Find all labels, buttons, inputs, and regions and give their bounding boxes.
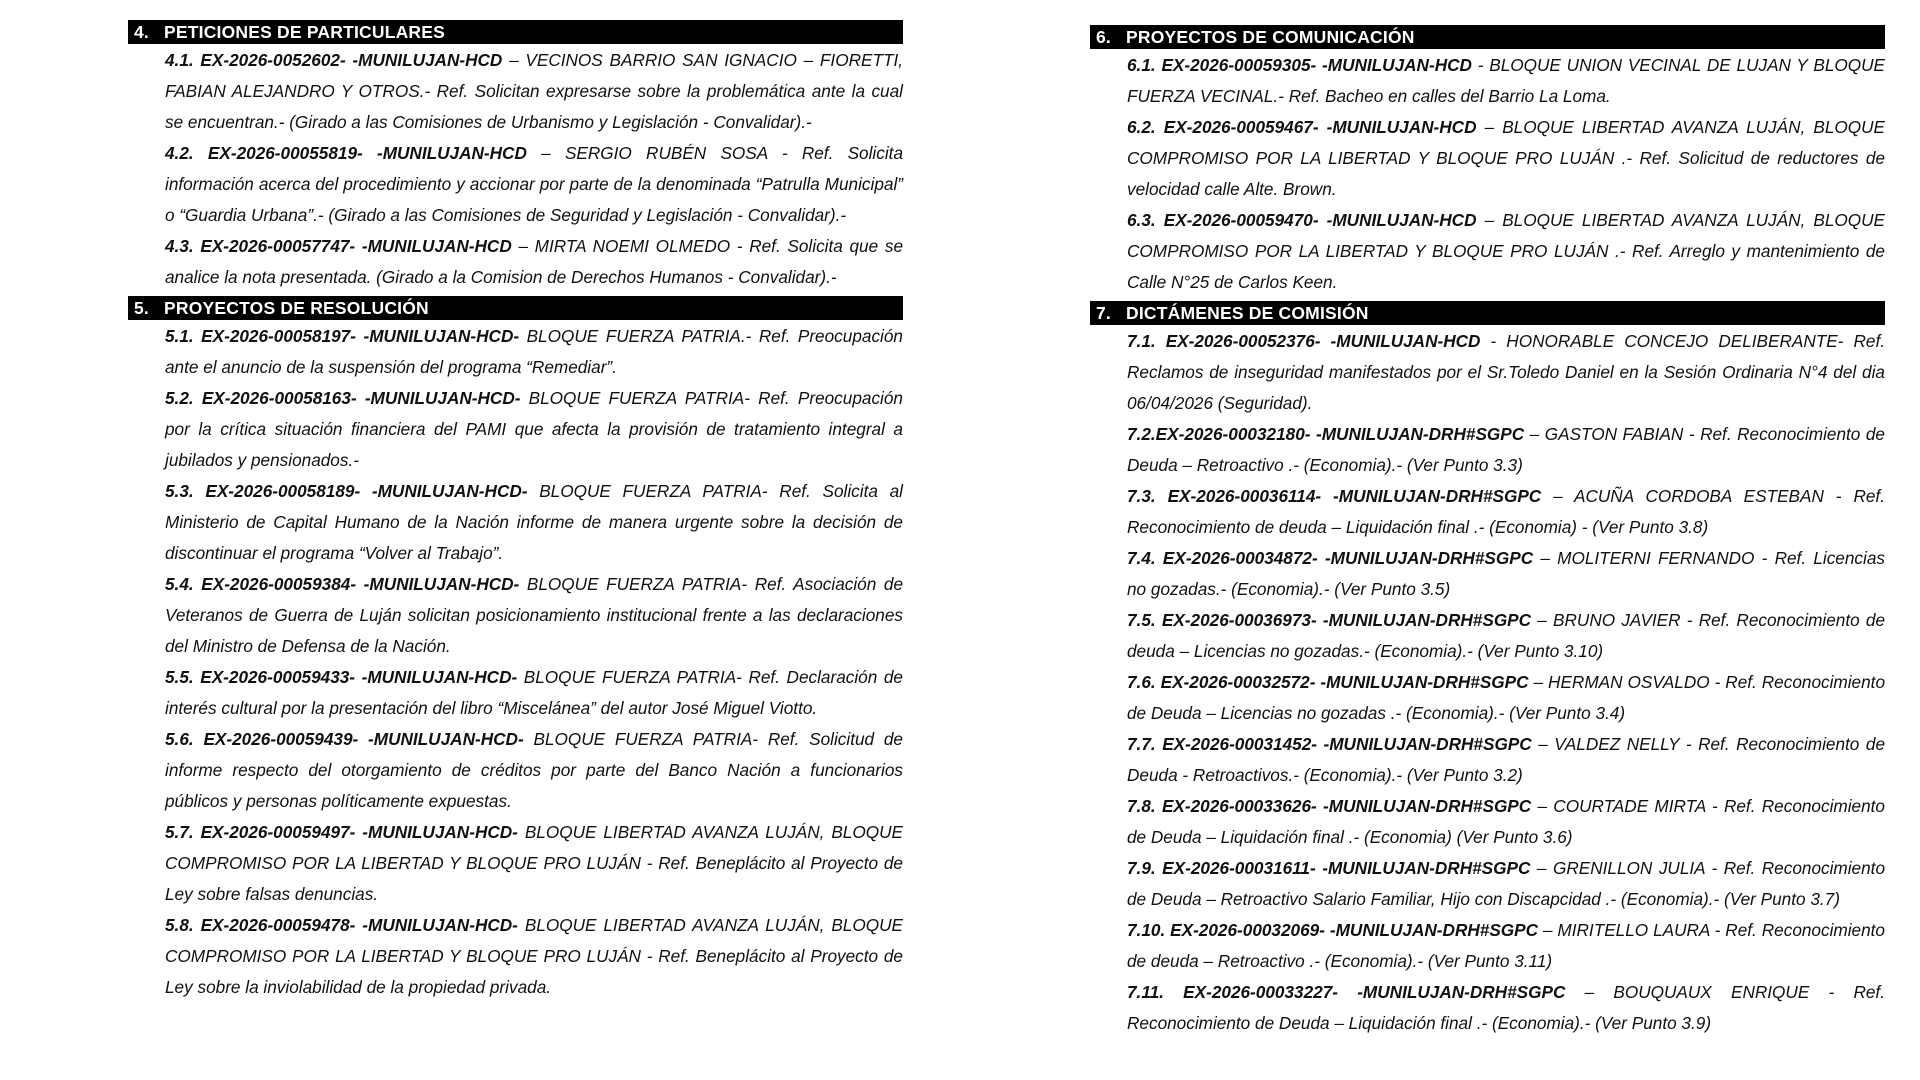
item-code: 5.2. EX-2026-00058163- -MUNILUJAN-HCD- [165, 388, 521, 408]
list-item [165, 662, 903, 724]
item-text: BLOQUE FUERZA PATRIA- Ref. Preocupación por la crítica situación financiera del PAMI que afecta la provisión de tratamiento integral a jubilados y pensionados.- [165, 388, 903, 470]
item-code: 7.8. EX-2026-00033626- -MUNILUJAN-DRH#SGPC [1127, 796, 1532, 816]
list-item [165, 476, 903, 569]
section-header-7 [1090, 301, 1885, 325]
list-item [165, 138, 903, 231]
item-code: 7.9. EX-2026-00031611- -MUNILUJAN-DRH#SGPC [1127, 858, 1531, 878]
item-text: BLOQUE FUERZA PATRIA- Ref. Declaración de interés cultural por la presentación del libro “Miscelánea” del autor José Miguel Viotto. [165, 667, 903, 718]
list-item [165, 724, 903, 817]
item-text: - HONORABLE CONCEJO DELIBERANTE- Ref. Reclamos de inseguridad manifestados por el Sr.Toledo Daniel en la Sesión Ordinaria N°4 del dia 06/04/2026 (Seguridad). [1127, 331, 1886, 413]
item-text: – BLOQUE LIBERTAD AVANZA LUJÁN, BLOQUE COMPROMISO POR LA LIBERTAD Y BLOQUE PRO LUJÁN .- Ref. Arreglo y mantenimiento de Calle N°25 de Carlos Keen. [1127, 210, 1886, 292]
list-item [165, 910, 903, 1003]
item-text: – VALDEZ NELLY - Ref. Reconocimiento de Deuda - Retroactivos.- (Economia).- (Ver Punto 3.2) [1127, 734, 1886, 785]
list-item [1127, 205, 1885, 298]
item-code: 5.3. EX-2026-00058189- -MUNILUJAN-HCD- [165, 481, 528, 501]
item-code: 5.4. EX-2026-00059384- -MUNILUJAN-HCD- [165, 574, 520, 594]
item-code: 7.4. EX-2026-00034872- -MUNILUJAN-DRH#SGPC [1127, 548, 1534, 568]
item-text: – GRENILLON JULIA - Ref. Reconocimiento de Deuda – Retroactivo Salario Familiar, Hijo con Discapcidad .- (Economia).- (Ver Punto 3.7) [1127, 858, 1885, 909]
item-text: – BLOQUE LIBERTAD AVANZA LUJÁN, BLOQUE COMPROMISO POR LA LIBERTAD Y BLOQUE PRO LUJÁN .- Ref. Solicitud de reductores de velocidad calle Alte. Brown. [1127, 117, 1886, 199]
section-title: PROYECTOS DE COMUNICACIÓN [1126, 27, 1415, 47]
item-text: – GASTON FABIAN - Ref. Reconocimiento de Deuda – Retroactivo .- (Economia).- (Ver Punto 3.3) [1127, 424, 1885, 475]
section-header-6 [1090, 25, 1885, 49]
list-item [1127, 729, 1885, 791]
item-text: BLOQUE LIBERTAD AVANZA LUJÁN, BLOQUE COMPROMISO POR LA LIBERTAD Y BLOQUE PRO LUJÁN - Ref. Beneplácito al Proyecto de Ley sobre la inviolabilidad de la propiedad privada. [165, 915, 903, 997]
item-code: 7.3. EX-2026-00036114- -MUNILUJAN-DRH#SGPC [1127, 486, 1542, 506]
section-header-5 [128, 296, 903, 320]
section-header-4 [128, 20, 903, 44]
list-item [1127, 915, 1885, 977]
item-code: 7.6. EX-2026-00032572- -MUNILUJAN-DRH#SGPC [1127, 672, 1529, 692]
list-item [1127, 605, 1885, 667]
list-item [1127, 543, 1885, 605]
item-code: 4.2. EX-2026-00055819- -MUNILUJAN-HCD [165, 143, 527, 163]
item-text: – SERGIO RUBÉN SOSA - Ref. Solicita información acerca del procedimiento y accionar por parte de la denominada “Patrulla Municipal” o “Guardia Urbana”.- (Girado a las Comisiones de Seguridad y Legislación - Convalidar).- [165, 143, 903, 225]
item-code: 7.5. EX-2026-00036973- -MUNILUJAN-DRH#SGPC [1127, 610, 1532, 630]
section-number: 7. [1096, 303, 1111, 323]
list-item [1127, 977, 1885, 1039]
item-code: 7.11. EX-2026-00033227- -MUNILUJAN-DRH#SGPC [1127, 982, 1566, 1002]
item-code: 7.1. EX-2026-00052376- -MUNILUJAN-HCD [1127, 331, 1481, 351]
section-number: 6. [1096, 27, 1111, 47]
item-text: – MIRITELLO LAURA - Ref. Reconocimiento de deuda – Retroactivo .- (Economia).- (Ver Punto 3.11) [1127, 920, 1885, 971]
list-item [165, 321, 903, 383]
item-text: – ACUÑA CORDOBA ESTEBAN - Ref. Reconocimiento de deuda – Liquidación final .- (Economia) - (Ver Punto 3.8) [1127, 486, 1885, 537]
item-code: 5.8. EX-2026-00059478- -MUNILUJAN-HCD- [165, 915, 518, 935]
item-text: BLOQUE FUERZA PATRIA- Ref. Solicitud de informe respecto del otorgamiento de créditos por parte del Banco Nación a funcionarios públicos y personas políticamente expuestas. [165, 729, 903, 811]
item-code: 4.1. EX-2026-0052602- -MUNILUJAN-HCD [165, 50, 503, 70]
section-items-5 [128, 321, 903, 1003]
item-code: 5.1. EX-2026-00058197- -MUNILUJAN-HCD- [165, 326, 520, 346]
left-column [128, 20, 903, 1003]
section-items-7 [1090, 326, 1885, 1039]
list-item [1127, 667, 1885, 729]
item-code: 6.1. EX-2026-00059305- -MUNILUJAN-HCD [1127, 55, 1472, 75]
section-number: 5. [134, 298, 149, 318]
item-code: 7.10. EX-2026-00032069- -MUNILUJAN-DRH#SGPC [1127, 920, 1539, 940]
list-item [1127, 791, 1885, 853]
item-code: 7.2.EX-2026-00032180- -MUNILUJAN-DRH#SGPC [1127, 424, 1525, 444]
section-title: PROYECTOS DE RESOLUCIÓN [164, 298, 429, 318]
item-text: – COURTADE MIRTA - Ref. Reconocimiento de Deuda – Liquidación final .- (Economia) (Ver Punto 3.6) [1127, 796, 1885, 847]
item-text: – HERMAN OSVALDO - Ref. Reconocimiento de Deuda – Licencias no gozadas .- (Economia).- (Ver Punto 3.4) [1127, 672, 1886, 723]
list-item [1127, 50, 1885, 112]
list-item [1127, 853, 1885, 915]
list-item [1127, 419, 1885, 481]
item-text: BLOQUE FUERZA PATRIA.- Ref. Preocupación ante el anuncio de la suspensión del programa “Remediar”. [165, 326, 903, 377]
item-text: – MOLITERNI FERNANDO - Ref. Licencias no gozadas.- (Economia).- (Ver Punto 3.5) [1127, 548, 1885, 599]
item-text: BLOQUE FUERZA PATRIA- Ref. Asociación de Veteranos de Guerra de Luján solicitan posicionamiento institucional frente a las declaraciones del Ministro de Defensa de la Nación. [165, 574, 903, 656]
item-text: BLOQUE LIBERTAD AVANZA LUJÁN, BLOQUE COMPROMISO POR LA LIBERTAD Y BLOQUE PRO LUJÁN - Ref. Beneplácito al Proyecto de Ley sobre falsas denuncias. [165, 822, 903, 904]
section-number: 4. [134, 22, 149, 42]
list-item [165, 569, 903, 662]
item-text: - BLOQUE UNION VECINAL DE LUJAN Y BLOQUE FUERZA VECINAL.- Ref. Bacheo en calles del Barrio La Loma. [1127, 55, 1885, 106]
section-items-6 [1090, 50, 1885, 298]
item-code: 7.7. EX-2026-00031452- -MUNILUJAN-DRH#SGPC [1127, 734, 1532, 754]
list-item [165, 817, 903, 910]
list-item [1127, 326, 1885, 419]
item-text: BLOQUE FUERZA PATRIA- Ref. Solicita al Ministerio de Capital Humano de la Nación informe de manera urgente sobre la decisión de discontinuar el programa “Volver al Trabajo”. [165, 481, 903, 563]
list-item [1127, 481, 1885, 543]
list-item [165, 383, 903, 476]
right-column [1090, 25, 1885, 1039]
item-code: 5.6. EX-2026-00059439- -MUNILUJAN-HCD- [165, 729, 524, 749]
list-item [1127, 112, 1885, 205]
section-title: PETICIONES DE PARTICULARES [164, 22, 446, 42]
list-item [165, 45, 903, 138]
item-code: 6.3. EX-2026-00059470- -MUNILUJAN-HCD [1127, 210, 1477, 230]
item-text: – MIRTA NOEMI OLMEDO - Ref. Solicita que se analice la nota presentada. (Girado a la Comision de Derechos Humanos - Convalidar).- [165, 236, 904, 287]
item-text: – VECINOS BARRIO SAN IGNACIO – FIORETTI, FABIAN ALEJANDRO Y OTROS.- Ref. Solicitan expresarse sobre la problemática ante la cual se encuentran.- (Girado a las Comisiones de Urbanismo y Legislación - Convalidar).- [165, 50, 903, 132]
item-text: – BOUQUAUX ENRIQUE - Ref. Reconocimiento de Deuda – Liquidación final .- (Economia).- (Ver Punto 3.9) [1127, 982, 1885, 1033]
list-item [165, 231, 903, 293]
item-code: 6.2. EX-2026-00059467- -MUNILUJAN-HCD [1127, 117, 1477, 137]
section-items-4 [128, 45, 903, 293]
item-code: 4.3. EX-2026-00057747- -MUNILUJAN-HCD [165, 236, 512, 256]
item-code: 5.5. EX-2026-00059433- -MUNILUJAN-HCD- [165, 667, 518, 687]
item-text: – BRUNO JAVIER - Ref. Reconocimiento de deuda – Licencias no gozadas.- (Economia).- (Ver Punto 3.10) [1127, 610, 1886, 661]
section-title: DICTÁMENES DE COMISIÓN [1126, 303, 1369, 323]
item-code: 5.7. EX-2026-00059497- -MUNILUJAN-HCD- [165, 822, 518, 842]
